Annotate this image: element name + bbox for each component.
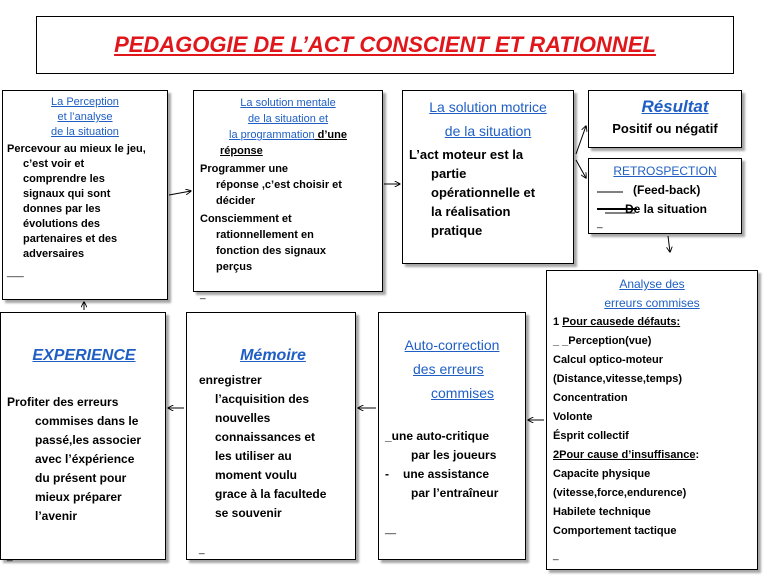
arrow-motrice-to-retro <box>576 160 586 178</box>
experience-text: mieux préparer <box>35 490 122 504</box>
perception-heading-line: de la situation <box>51 126 119 138</box>
memoire-body <box>199 371 347 523</box>
perception-text: comprendre les <box>23 173 105 185</box>
perception-text: évolutions des <box>23 218 101 230</box>
autocorrection-dash: __ <box>385 524 397 535</box>
analyse-dash: _ <box>553 550 559 561</box>
analyse-heading-line: Analyse des <box>619 277 685 291</box>
mental-p2 <box>200 211 376 275</box>
autocorrection-heading-line: Auto-correction <box>404 337 500 353</box>
mental-text: réponse ,c’est choisir et <box>216 179 342 191</box>
mental-dash: _ <box>200 289 206 300</box>
motrice-body <box>409 145 567 240</box>
arrow-motrice-to-resultat <box>576 126 586 154</box>
experience-text: commises dans le <box>35 414 139 428</box>
analyse-item: _ _Perception(vue) <box>553 335 652 347</box>
motrice-text: la réalisation <box>431 204 511 219</box>
memoire-text: enregistrer <box>199 373 262 387</box>
motrice-heading <box>409 95 567 143</box>
retro-text: (Feed-back) <box>633 183 701 197</box>
perception-text: adversaires <box>23 248 85 260</box>
mental-solution-box <box>193 90 383 292</box>
mental-text: fonction des signaux <box>216 245 327 257</box>
experience-text: avec l’éxpérience <box>35 452 135 466</box>
analyse-sec1-title: Pour causede défauts: <box>562 316 681 328</box>
analyse-heading <box>553 275 751 313</box>
retro-heading: RETROSPECTION <box>613 164 717 178</box>
perception-heading-line: et l’analyse <box>57 111 113 123</box>
analyse-item: Concentration <box>553 392 628 404</box>
analyse-sec2-colon: : <box>695 449 700 461</box>
analyse-sec1-num: 1 <box>553 316 563 328</box>
memoire-text: moment voulu <box>215 468 298 482</box>
experience-body <box>7 393 161 526</box>
motrice-text: L’act moteur est la <box>409 147 524 162</box>
mental-text: Consciemment et <box>200 213 292 225</box>
title-box <box>36 16 734 74</box>
perception-heading-line: La Perception <box>51 96 119 108</box>
mental-heading-suffix2: réponse <box>220 145 263 157</box>
autocorrection-heading-line: des erreurs <box>413 361 484 377</box>
perception-text: signaux qui sont <box>23 188 111 200</box>
perception-text: Percevour au mieux le jeu, <box>7 143 146 155</box>
analyse-item: Capacite physique <box>553 468 651 480</box>
perception-heading <box>7 95 163 140</box>
resultat-body: Positif ou négatif <box>612 121 718 136</box>
autocorrection-box <box>378 312 526 560</box>
memoire-dash: _ <box>199 544 205 555</box>
autocorrection-heading <box>385 333 519 405</box>
analyse-heading-line: erreurs commises <box>604 296 700 310</box>
motrice-heading-line: de la situation <box>444 123 532 139</box>
arrow-retro-to-analyse <box>668 236 670 252</box>
perception-text: donnes par les <box>23 203 101 215</box>
motrice-text: pratique <box>431 223 483 238</box>
resultat-box <box>588 90 742 148</box>
analyse-body <box>553 313 751 541</box>
analyse-box <box>546 270 758 570</box>
analyse-item: Ésprit collectif <box>553 430 629 442</box>
autocorrection-item: une assistance <box>403 467 490 481</box>
autocorrection-body <box>385 427 519 503</box>
experience-text: Profiter des erreurs <box>7 395 119 409</box>
motrice-text: partie <box>431 166 467 181</box>
retro-text: De la situation <box>625 202 708 216</box>
memoire-text: nouvelles <box>215 411 271 425</box>
retro-dash: _ <box>597 218 603 229</box>
resultat-heading: Résultat <box>641 97 709 116</box>
analyse-item: Calcul optico-moteur <box>553 354 664 366</box>
autocorrection-heading-line: commises <box>431 385 495 401</box>
analyse-item: Habilete technique <box>553 506 651 518</box>
experience-text: l’avenir <box>35 509 78 523</box>
mental-p1 <box>200 161 376 209</box>
mental-text: décider <box>216 195 256 207</box>
mental-text: perçus <box>216 261 253 273</box>
memoire-heading: Mémoire <box>240 347 306 364</box>
motrice-heading-line: La solution motrice <box>429 99 547 115</box>
retro-body <box>597 181 733 219</box>
analyse-item: (Distance,vitesse,temps) <box>553 373 682 385</box>
mental-heading-line: La solution mentale <box>240 97 336 109</box>
memoire-text: l’acquisition des <box>215 392 310 406</box>
arrow-perception-to-mental <box>169 191 191 195</box>
analyse-sec2-title: 2Pour cause d’insuffisance <box>553 449 696 461</box>
perception-body <box>7 142 163 262</box>
mental-heading-line: de la situation et <box>247 113 329 125</box>
memoire-text: se souvenir <box>215 506 282 520</box>
motrice-text: opérationnelle et <box>431 185 536 200</box>
experience-text: passé,les associer <box>35 433 142 447</box>
experience-heading: EXPERIENCE <box>32 347 136 364</box>
mental-heading <box>200 95 376 159</box>
autocorrection-item: _une auto-critique <box>385 429 490 443</box>
experience-box <box>0 312 166 560</box>
autocorrection-item: par l’entraîneur <box>411 486 499 500</box>
retro-strike-lines <box>597 181 647 221</box>
experience-text: du présent pour <box>35 471 127 485</box>
autocorrection-item: par les joueurs <box>411 448 497 462</box>
memoire-text: les utiliser au <box>215 449 292 463</box>
memoire-box <box>186 312 356 560</box>
perception-text: partenaires et des <box>23 233 118 245</box>
motrice-box <box>402 90 574 264</box>
autocorrection-item-dash: - <box>385 467 389 481</box>
analyse-item: (vitesse,force,endurence) <box>553 487 687 499</box>
mental-heading-line: la programmation <box>229 129 315 141</box>
perception-box <box>2 90 168 300</box>
analyse-item: Comportement tactique <box>553 525 677 537</box>
analyse-item: Volonte <box>553 411 593 423</box>
mental-heading-suffix: d’une <box>314 129 347 141</box>
memoire-text: grace à la facultede <box>215 487 327 501</box>
page-title: PEDAGOGIE DE L’ACT CONSCIENT ET RATIONNEL <box>114 32 656 57</box>
perception-dash: ___ <box>7 267 24 278</box>
retrospection-box <box>588 158 742 234</box>
memoire-text: connaissances et <box>215 430 316 444</box>
mental-text: Programmer une <box>200 163 289 175</box>
mental-text: rationnellement en <box>216 229 314 241</box>
perception-text: c’est voir et <box>23 158 85 170</box>
experience-dash: _ <box>7 551 13 562</box>
